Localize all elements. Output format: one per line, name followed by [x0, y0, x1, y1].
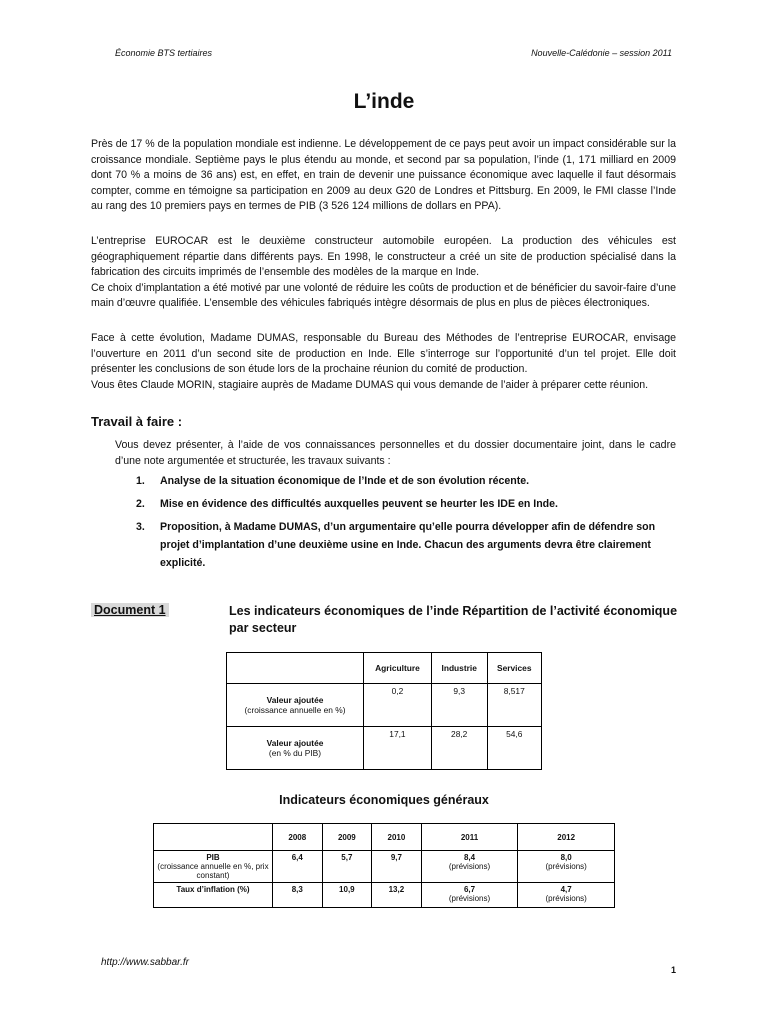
table-header-row [227, 653, 542, 684]
task-number: 3. [136, 521, 145, 533]
footer-url: http://www.sabbar.fr [101, 957, 189, 968]
table-cell: 54,6 [487, 727, 541, 770]
table-cell: 9,3 [431, 684, 487, 727]
table-cell: 5,7 [322, 851, 372, 883]
general-indicators-table [153, 823, 615, 908]
table-row [227, 684, 542, 727]
table-cell: 28,2 [431, 727, 487, 770]
table-corner-cell [227, 653, 364, 684]
row-label-sub: (en % du PIB) [268, 748, 322, 758]
task-item [115, 518, 676, 572]
column-header: 2012 [518, 824, 615, 851]
column-header: 2010 [372, 824, 422, 851]
sector-table [226, 652, 542, 770]
column-header: Services [487, 653, 541, 684]
table-cell: 8,517 [487, 684, 541, 727]
paragraph-dumas [91, 331, 676, 393]
cell-value: 6,7 [463, 885, 476, 894]
cell-value: 4,7 [560, 885, 572, 894]
cell-note: (prévisions) [448, 894, 491, 903]
task-text: Analyse de la situation économique de l’Inde et de son évolution récente. [160, 475, 530, 487]
row-label [227, 727, 364, 770]
paragraph-dumas-b: Vous êtes Claude MORIN, stagiaire auprès de Madame DUMAS qui vous demande de l’aider à préparer cette réunion. [91, 378, 649, 391]
paragraph-eurocar [91, 234, 676, 312]
row-label-sub: (croissance annuelle en %) [244, 705, 346, 715]
row-label: Taux d’inflation (%) [154, 883, 273, 908]
table-row [154, 851, 615, 883]
table-row [227, 727, 542, 770]
paragraph-intro: Près de 17 % de la population mondiale est indienne. Le développement de ce pays peut avoir un impact considérable sur la croissance mondiale. Septième pays le plus étendu au monde, et second par sa population, l’inde (1, 171 milliard en 2009 dont 70 % a moins de 36 ans) est, en effet, en train de devenir une puissance économique avec laquelle il faut désormais compter, comme en témoigne sa participation en 2009 au deux G20 de Londres et Pittsburg. En 2009, le FMI classe l’Inde au rang des 10 premiers pays en termes de PIB (3 526 124 millions de dollars en PPA). [91, 138, 676, 213]
table-cell [518, 851, 615, 883]
document-title: Les indicateurs économiques de l’inde Répartition de l’activité économique par secteur [229, 604, 678, 635]
table-cell: 9,7 [372, 851, 422, 883]
row-label [154, 851, 273, 883]
header-left: Économie BTS tertiaires [115, 48, 213, 58]
task-item [115, 495, 676, 513]
row-label-main: Valeur ajoutée [266, 738, 324, 748]
page-title: L’inde [353, 90, 415, 113]
cell-note: (prévisions) [545, 894, 587, 903]
table-cell: 17,1 [364, 727, 432, 770]
cell-note: (prévisions) [448, 862, 491, 871]
row-label-main: Valeur ajoutée [266, 695, 324, 705]
task-number: 1. [136, 475, 145, 487]
cell-value: 8,0 [560, 853, 572, 862]
table-corner-cell [154, 824, 273, 851]
task-text: Mise en évidence des difficultés auxquelles peuvent se heurter les IDE en Inde. [160, 498, 558, 510]
table-cell: 6,4 [273, 851, 323, 883]
table-cell [421, 851, 518, 883]
column-header: Agriculture [364, 653, 432, 684]
paragraph-eurocar-b: Ce choix d’implantation a été motivé par une volonté de réduire les coûts de production et de bénéficier du savoir-faire d’une main d’œuvre qualifiée. L’ensemble des véhicules fabriqués intègre désormais de plus en plus de pièces électroniques. [91, 281, 676, 310]
table-cell: 8,3 [273, 883, 323, 908]
row-label-main: PIB [206, 853, 220, 862]
paragraph-eurocar-a: L’entreprise EUROCAR est le deuxième constructeur automobile européen. La production des véhicules est géographiquement répartie dans différents pays. En 1998, le constructeur a créé un site de production spécialisé dans la fabrication des circuits imprimés de l’ensemble des modèles de la marque en Inde. [91, 235, 676, 279]
task-text: Proposition, à Madame DUMAS, d’un argumentaire qu’elle pourra développer afin de défendre son projet d’implantation d’une deuxième usine en Inde. Chacun des arguments devra être clairement explicité. [160, 521, 656, 569]
table-cell [421, 883, 518, 908]
task-number: 2. [136, 498, 145, 510]
document-label: Document 1 [91, 603, 169, 617]
table-cell [518, 883, 615, 908]
table-cell: 10,9 [322, 883, 372, 908]
table-row [154, 883, 615, 908]
column-header: Industrie [431, 653, 487, 684]
general-indicators-title: Indicateurs économiques généraux [279, 793, 489, 807]
work-heading: Travail à faire : [91, 414, 183, 429]
column-header: 2009 [322, 824, 372, 851]
column-header: 2008 [273, 824, 323, 851]
task-list [115, 472, 676, 577]
row-label [227, 684, 364, 727]
cell-value: 8,4 [463, 853, 476, 862]
paragraph-dumas-a: Face à cette évolution, Madame DUMAS, responsable du Bureau des Méthodes de l’entreprise EUROCAR, envisage l’ouverture en 2011 d’un second site de production en Inde. Elle s’interroge sur l’opportunité d’un tel projet. Elle doit présenter les conclusions de son étude lors de la prochaine réunion du comité de production. [91, 332, 676, 376]
cell-note: (prévisions) [545, 862, 587, 871]
column-header: 2011 [421, 824, 518, 851]
task-item [115, 472, 676, 490]
table-header-row [154, 824, 615, 851]
work-intro: Vous devez présenter, à l’aide de vos connaissances personnelles et du dossier documentaire joint, dans le cadre d’une note argumentée et structurée, les travaux suivants : [115, 439, 676, 467]
header-right: Nouvelle-Calédonie – session 2011 [531, 48, 672, 58]
table-cell: 13,2 [372, 883, 422, 908]
page-number: 1 [671, 965, 677, 975]
row-label-sub: (croissance annuelle en %, prix constant) [157, 862, 269, 880]
table-cell: 0,2 [364, 684, 432, 727]
